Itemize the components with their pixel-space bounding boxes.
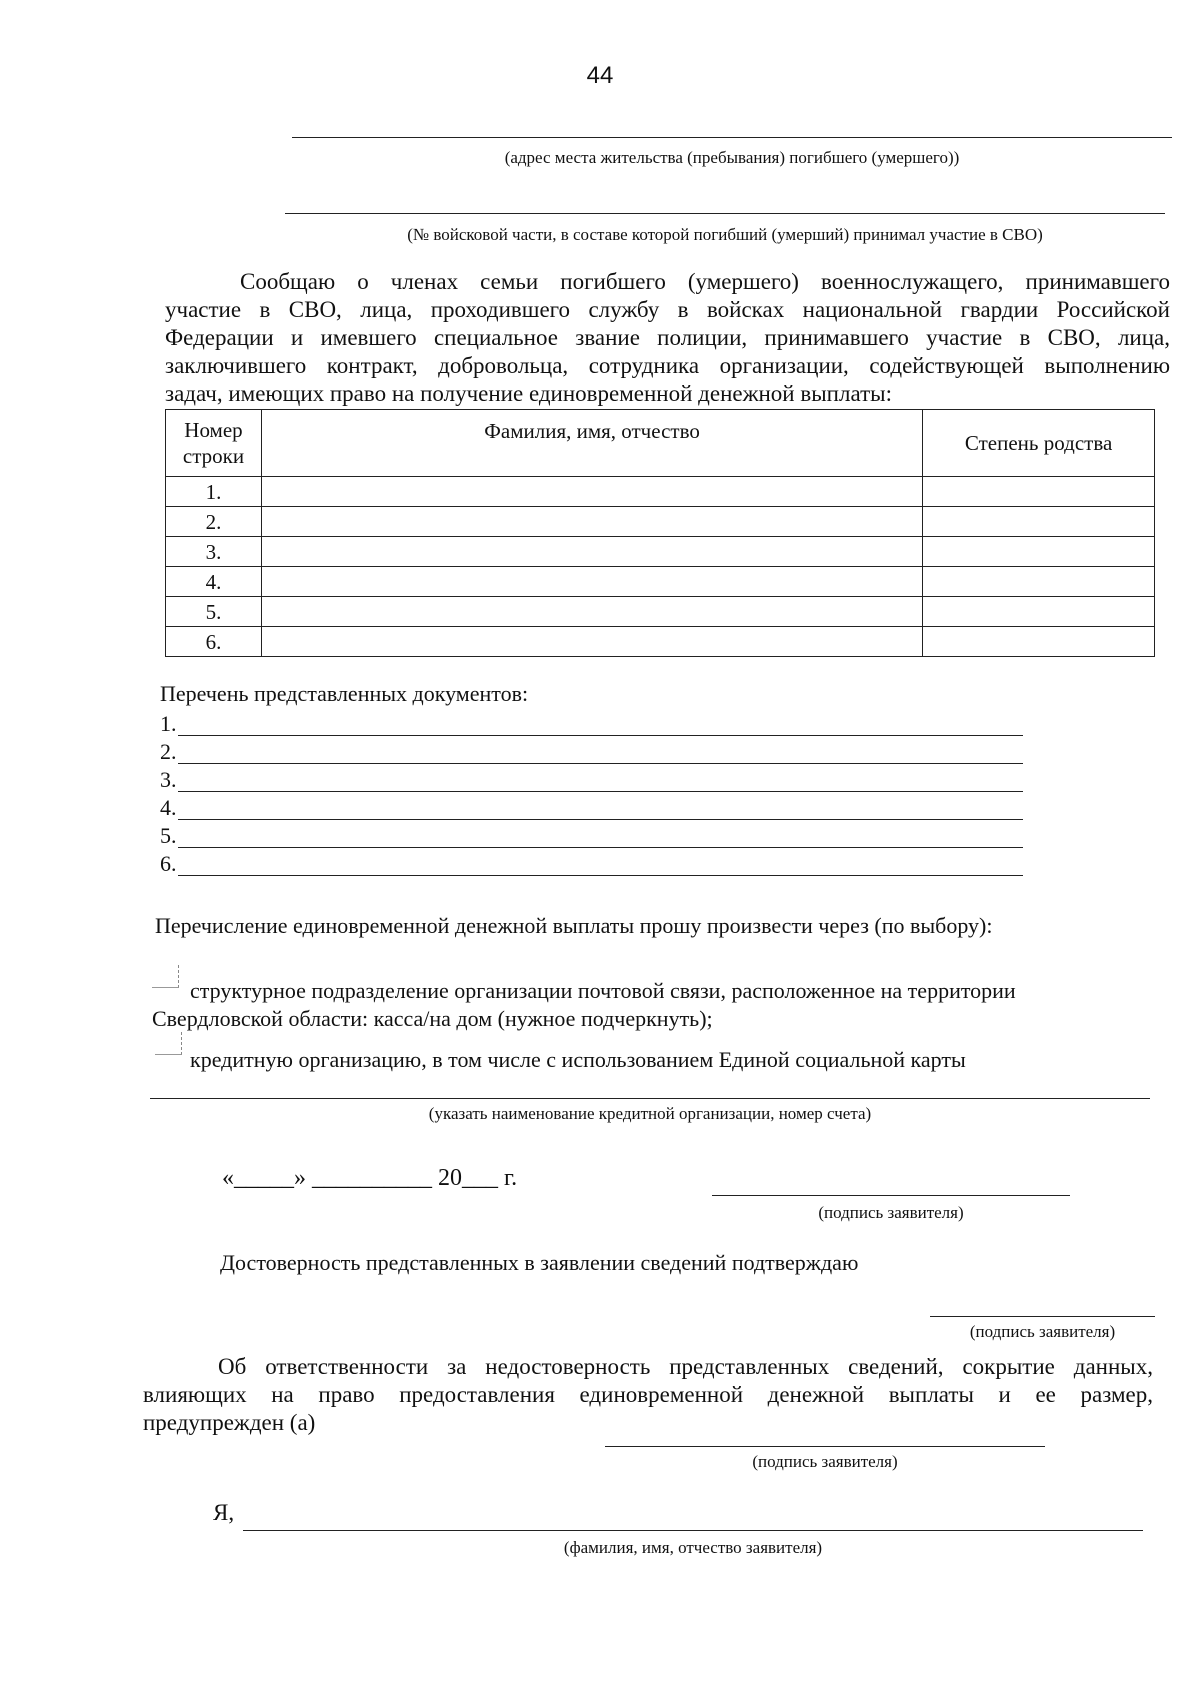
confirm-signature-caption: (подпись заявителя) [969, 1322, 1116, 1341]
post-option-label: структурное подразделение организации почтовой связи, расположенное на территории [190, 978, 1016, 1003]
row-number: 1. [166, 477, 262, 507]
full-name-cell[interactable] [261, 567, 922, 597]
family-members-table [165, 409, 1155, 657]
table-row [166, 627, 1155, 657]
relationship-cell[interactable] [923, 567, 1155, 597]
full-name-cell[interactable] [261, 507, 922, 537]
document-number: 3. [160, 767, 177, 792]
table-header-row [166, 410, 1155, 477]
relationship-cell[interactable] [923, 597, 1155, 627]
document-number: 5. [160, 823, 177, 848]
applicant-name-line[interactable] [243, 1530, 1143, 1531]
col-header-full-name: Фамилия, имя, отчество [261, 410, 922, 477]
document-number: 4. [160, 795, 177, 820]
address-caption: (адрес места жительства (пребывания) погибшего (умершего)) [504, 148, 960, 167]
table-row [166, 597, 1155, 627]
table-row [166, 537, 1155, 567]
full-name-cell[interactable] [261, 537, 922, 567]
warning-paragraph [143, 1353, 1153, 1437]
full-name-cell[interactable] [261, 597, 922, 627]
full-name-cell[interactable] [261, 627, 922, 657]
warning-signature-line[interactable] [605, 1446, 1045, 1447]
bank-option-label: кредитную организацию, в том числе с использованием Единой социальной карты [190, 1047, 966, 1072]
unit-caption: (№ войсковой части, в составе которой погибший (умерший) принимал участие в СВО) [407, 225, 1043, 244]
intro-paragraph [165, 268, 1170, 408]
intro-line: Федерации и имевшего специальное звание полиции, принимавшего участие в СВО, лица, [165, 325, 1170, 350]
row-number: 3. [166, 537, 262, 567]
document-input-line[interactable] [178, 847, 1023, 848]
row-number: 4. [166, 567, 262, 597]
document-number: 2. [160, 739, 177, 764]
row-number: 2. [166, 507, 262, 537]
warning-line: Об ответственности за недостоверность представленных сведений, сокрытие данных, [218, 1354, 1153, 1379]
full-name-cell[interactable] [261, 477, 922, 507]
post-option-checkbox[interactable] [152, 965, 179, 988]
document-input-line[interactable] [178, 819, 1023, 820]
relationship-cell[interactable] [923, 627, 1155, 657]
document-input-line[interactable] [178, 735, 1023, 736]
document-input-line[interactable] [178, 791, 1023, 792]
post-option-label-cont: Свердловской области: касса/на дом (нужное подчеркнуть); [152, 1006, 713, 1031]
table-row [166, 507, 1155, 537]
i-label: Я, [213, 1500, 235, 1525]
intro-line: Сообщаю о членах семьи погибшего (умершего) военнослужащего, принимавшего [240, 269, 1170, 294]
document-number: 1. [160, 711, 177, 736]
date-field[interactable]: «_____» __________ 20___ г. [222, 1165, 518, 1191]
relationship-cell[interactable] [923, 537, 1155, 567]
bank-details-line[interactable] [150, 1098, 1150, 1099]
document-input-line[interactable] [178, 763, 1023, 764]
signature-caption: (подпись заявителя) [818, 1203, 964, 1222]
warning-signature-caption: (подпись заявителя) [752, 1452, 898, 1471]
signature-line[interactable] [712, 1195, 1070, 1196]
document-number: 6. [160, 851, 177, 876]
payment-title: Перечисление единовременной денежной выплаты прошу произвести через (по выбору): [155, 913, 993, 938]
intro-line: участие в СВО, лица, проходившего службу в войсках национальной гвардии Российской [165, 297, 1170, 322]
address-line[interactable] [292, 137, 1172, 138]
applicant-name-caption: (фамилия, имя, отчество заявителя) [563, 1538, 823, 1557]
documents-title: Перечень представленных документов: [160, 681, 529, 706]
unit-line[interactable] [285, 213, 1165, 214]
intro-line: заключившего контракт, добровольца, сотрудника организации, содействующей выполнению [165, 353, 1170, 378]
warning-line: предупрежден (а) [143, 1410, 316, 1435]
relationship-cell[interactable] [923, 477, 1155, 507]
col-header-row-number: Номер строки [166, 410, 262, 477]
page-number: 44 [586, 62, 614, 89]
confirm-signature-line[interactable] [930, 1316, 1155, 1317]
intro-line: задач, имеющих право на получение единовременной денежной выплаты: [165, 381, 892, 406]
bank-caption: (указать наименование кредитной организации, номер счета) [428, 1104, 872, 1123]
document-input-line[interactable] [178, 875, 1023, 876]
confirm-text: Достоверность представленных в заявлении сведений подтверждаю [220, 1250, 859, 1275]
bank-option-checkbox[interactable] [155, 1032, 182, 1055]
relationship-cell[interactable] [923, 507, 1155, 537]
row-number: 5. [166, 597, 262, 627]
row-number: 6. [166, 627, 262, 657]
warning-line: влияющих на право предоставления единовременной денежной выплаты и ее размер, [143, 1382, 1153, 1407]
col-header-relationship: Степень родства [923, 410, 1155, 477]
table-row [166, 477, 1155, 507]
table-row [166, 567, 1155, 597]
